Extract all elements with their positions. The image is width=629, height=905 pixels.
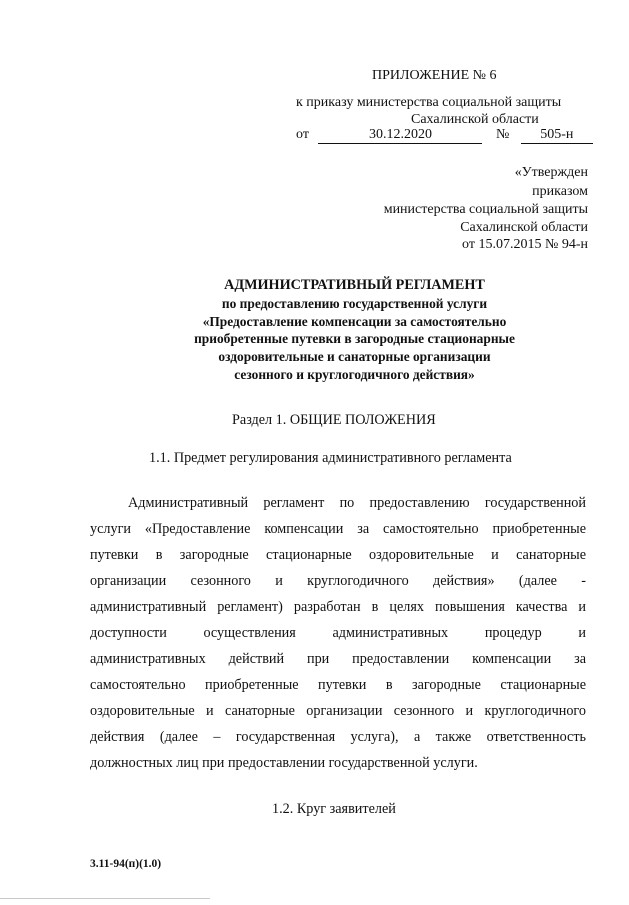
paragraph-line: доступности осуществления административных процедур и [90,625,586,641]
order-date: 30.12.2020 [318,127,482,144]
title-line-1: по предоставлению государственной услуги [221,296,488,311]
approved-line-3: министерства социальной защиты [383,202,588,217]
order-number: 505-н [521,127,593,144]
title-line-5: сезонного и круглогодичного действия» [234,367,475,382]
number-label: № [495,127,510,142]
approved-line-4: Сахалинской области [460,220,588,235]
order-reference: к приказу министерства социальной защиты [296,95,562,110]
order-region: Сахалинской области [411,112,539,127]
order-date-number-line [296,126,593,144]
approved-line-1: «Утвержден [514,165,588,180]
paragraph-line: самостоятельно приобретенные путевки в загородные стационарные [90,677,586,693]
approved-line-5: от 15.07.2015 № 94-н [462,237,588,252]
paragraph-line: путевки в загородные стационарные оздоровительные и санаторные [90,547,586,563]
paragraph-line: административных действий при предоставлении компенсации за [90,651,586,667]
subsection-1-heading: 1.1. Предмет регулирования административного регламента [149,450,512,466]
regulation-title: АДМИНИСТРАТИВНЫЙ РЕГЛАМЕНТ [224,277,485,293]
paragraph-line: должностных лиц при предоставлении государственной услуги. [90,755,478,771]
document-code: 3.11-94(п)(1.0) [90,858,162,870]
paragraph-line: организации сезонного и круглогодичного действия» (далее - [90,573,586,589]
title-line-3: приобретенные путевки в загородные стационарные [194,331,515,346]
title-line-2: «Предоставление компенсации за самостоятельно [202,314,507,329]
section-heading: Раздел 1. ОБЩИЕ ПОЛОЖЕНИЯ [232,412,436,428]
appendix-title: ПРИЛОЖЕНИЕ № 6 [372,68,497,83]
paragraph-line: действия (далее – государственная услуга), а также ответственность [90,729,586,745]
approved-line-2: приказом [532,184,588,199]
paragraph-line: административный регламент) разработан в целях повышения качества и [90,599,586,615]
paragraph-line: оздоровительные и санаторные организации сезонного и круглогодичного [90,703,586,719]
paragraph-line: услуги «Предоставление компенсации за самостоятельно приобретенные [90,521,586,537]
title-line-4: оздоровительные и санаторные организации [218,349,491,364]
bottom-divider [0,898,210,899]
from-label: от [296,127,309,142]
subsection-2-heading: 1.2. Круг заявителей [272,801,396,817]
paragraph-line: Административный регламент по предоставлению государственной [128,495,586,511]
